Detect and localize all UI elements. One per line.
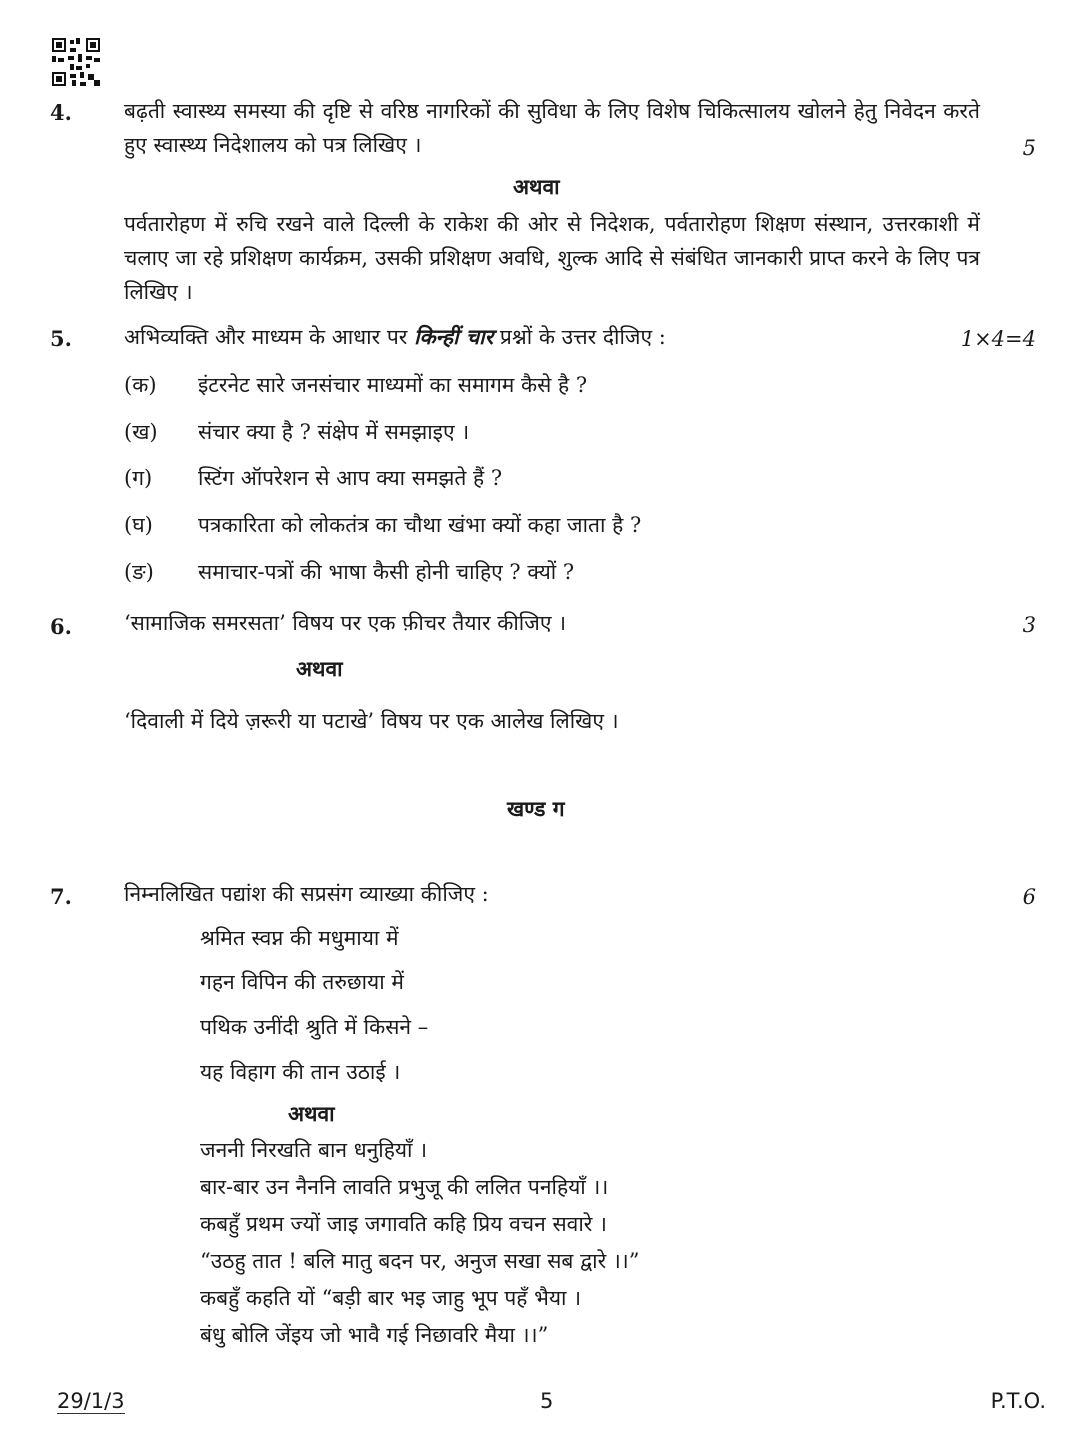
sub-question: [124, 461, 502, 495]
or-heading: अथवा: [288, 1101, 335, 1126]
poem-line: गहन विपिन की तरुछाया में: [200, 970, 404, 994]
sub-question-label: (क): [124, 373, 157, 397]
question-marks: 1×4=4: [960, 327, 1036, 351]
question-number: 4.: [50, 100, 72, 125]
question-marks: 3: [1022, 613, 1036, 637]
sub-question-text: स्टिंग ऑपरेशन से आप क्या समझते हैं ?: [198, 466, 503, 490]
poem-line: बार-बार उन नैननि लावति प्रभुजू की ललित पनहियाँ ।।: [200, 1175, 609, 1199]
sub-question: [124, 368, 587, 402]
poem-line: कबहुँ कहति यों “बड़ी बार भइ जाहु भूप पहँ भैया ।: [200, 1286, 582, 1310]
sub-question-text: इंटरनेट सारे जनसंचार माध्यमों का समागम कैसे है ?: [198, 373, 588, 397]
sub-question-label: (ङ): [124, 560, 154, 584]
sub-question: [124, 415, 469, 449]
poem-line: बंधु बोलि जेंइय जो भावै गई निछावरि मैया ।।”: [200, 1323, 549, 1347]
or-heading: अथवा: [296, 656, 343, 681]
or-heading: अथवा: [513, 174, 560, 199]
question-text: निम्नलिखित पद्यांश की सप्रसंग व्याख्या कीजिए :: [124, 882, 489, 906]
poem-line: श्रमित स्वप्न की मधुमाया में: [200, 926, 399, 950]
question-number: 6.: [50, 614, 72, 639]
poem-line: “उठहु तात ! बलि मातु बदन पर, अनुज सखा सब द्वारे ।।”: [200, 1249, 640, 1273]
page-number: 5: [540, 1389, 554, 1413]
question-text: बढ़ती स्वास्थ्य समस्या की दृष्टि से वरिष्ठ नागरिकों की सुविधा के लिए विशेष चिकित्सालय खोलने हेतु निवेदन करते हुए स्वास्थ्य निदेशालय को पत्र लिखिए ।: [124, 99, 980, 157]
sub-question: [124, 508, 641, 542]
sub-question-label: (ख): [124, 420, 158, 444]
question-text-after: प्रश्नों के उत्तर दीजिए :: [499, 325, 666, 349]
question-text: [124, 320, 666, 354]
emphasis-text: किन्हीं चार: [414, 324, 494, 349]
alternative-question-text: पर्वतारोहण में रुचि रखने वाले दिल्ली के राकेश की ओर से निदेशक, पर्वतारोहण शिक्षण संस्थान, उत्तरकाशी में चलाए जा रहे प्रशिक्षण कार्यक्रम, उसकी प्रशिक्षण अवधि, शुल्क आदि से संबंधित जानकारी प्राप्त करने के लिए पत्र लिखिए ।: [124, 212, 980, 304]
paper-code: 29/1/3: [57, 1389, 125, 1413]
poem-line: यह विहाग की तान उठाई ।: [200, 1060, 401, 1084]
poem-line: पथिक उनींदी श्रुति में किसने –: [200, 1015, 429, 1039]
question-text-before: अभिव्यक्ति और माध्यम के आधार पर: [124, 325, 408, 349]
question-number: 7.: [50, 884, 72, 909]
poem-line: कबहुँ प्रथम ज्यों जाइ जगावति कहि प्रिय वचन सवारे ।: [200, 1212, 607, 1236]
sub-question-label: (ग): [124, 466, 153, 490]
poem-line: जननी निरखति बान धनुहियाँ ।: [200, 1138, 428, 1162]
qr-code: [52, 38, 100, 86]
sub-question: [124, 555, 574, 589]
please-turn-over: P.T.O.: [990, 1389, 1046, 1413]
question-text: ‘सामाजिक समरसता’ विषय पर एक फ़ीचर तैयार कीजिए ।: [124, 611, 567, 635]
section-heading: खण्ड ग: [507, 796, 565, 821]
question-marks: 6: [1022, 885, 1036, 909]
alternative-question-text: ‘दिवाली में दिये ज़रूरी या पटाखे’ विषय पर एक आलेख लिखिए ।: [124, 709, 619, 733]
sub-question-text: पत्रकारिता को लोकतंत्र का चौथा खंभा क्यों कहा जाता है ?: [198, 513, 642, 537]
question-marks: 5: [1022, 136, 1036, 160]
question-number: 5.: [50, 326, 72, 351]
sub-question-text: समाचार-पत्रों की भाषा कैसी होनी चाहिए ? क्यों ?: [198, 560, 575, 584]
sub-question-text: संचार क्या है ? संक्षेप में समझाइए ।: [198, 420, 470, 444]
sub-question-label: (घ): [124, 513, 153, 537]
